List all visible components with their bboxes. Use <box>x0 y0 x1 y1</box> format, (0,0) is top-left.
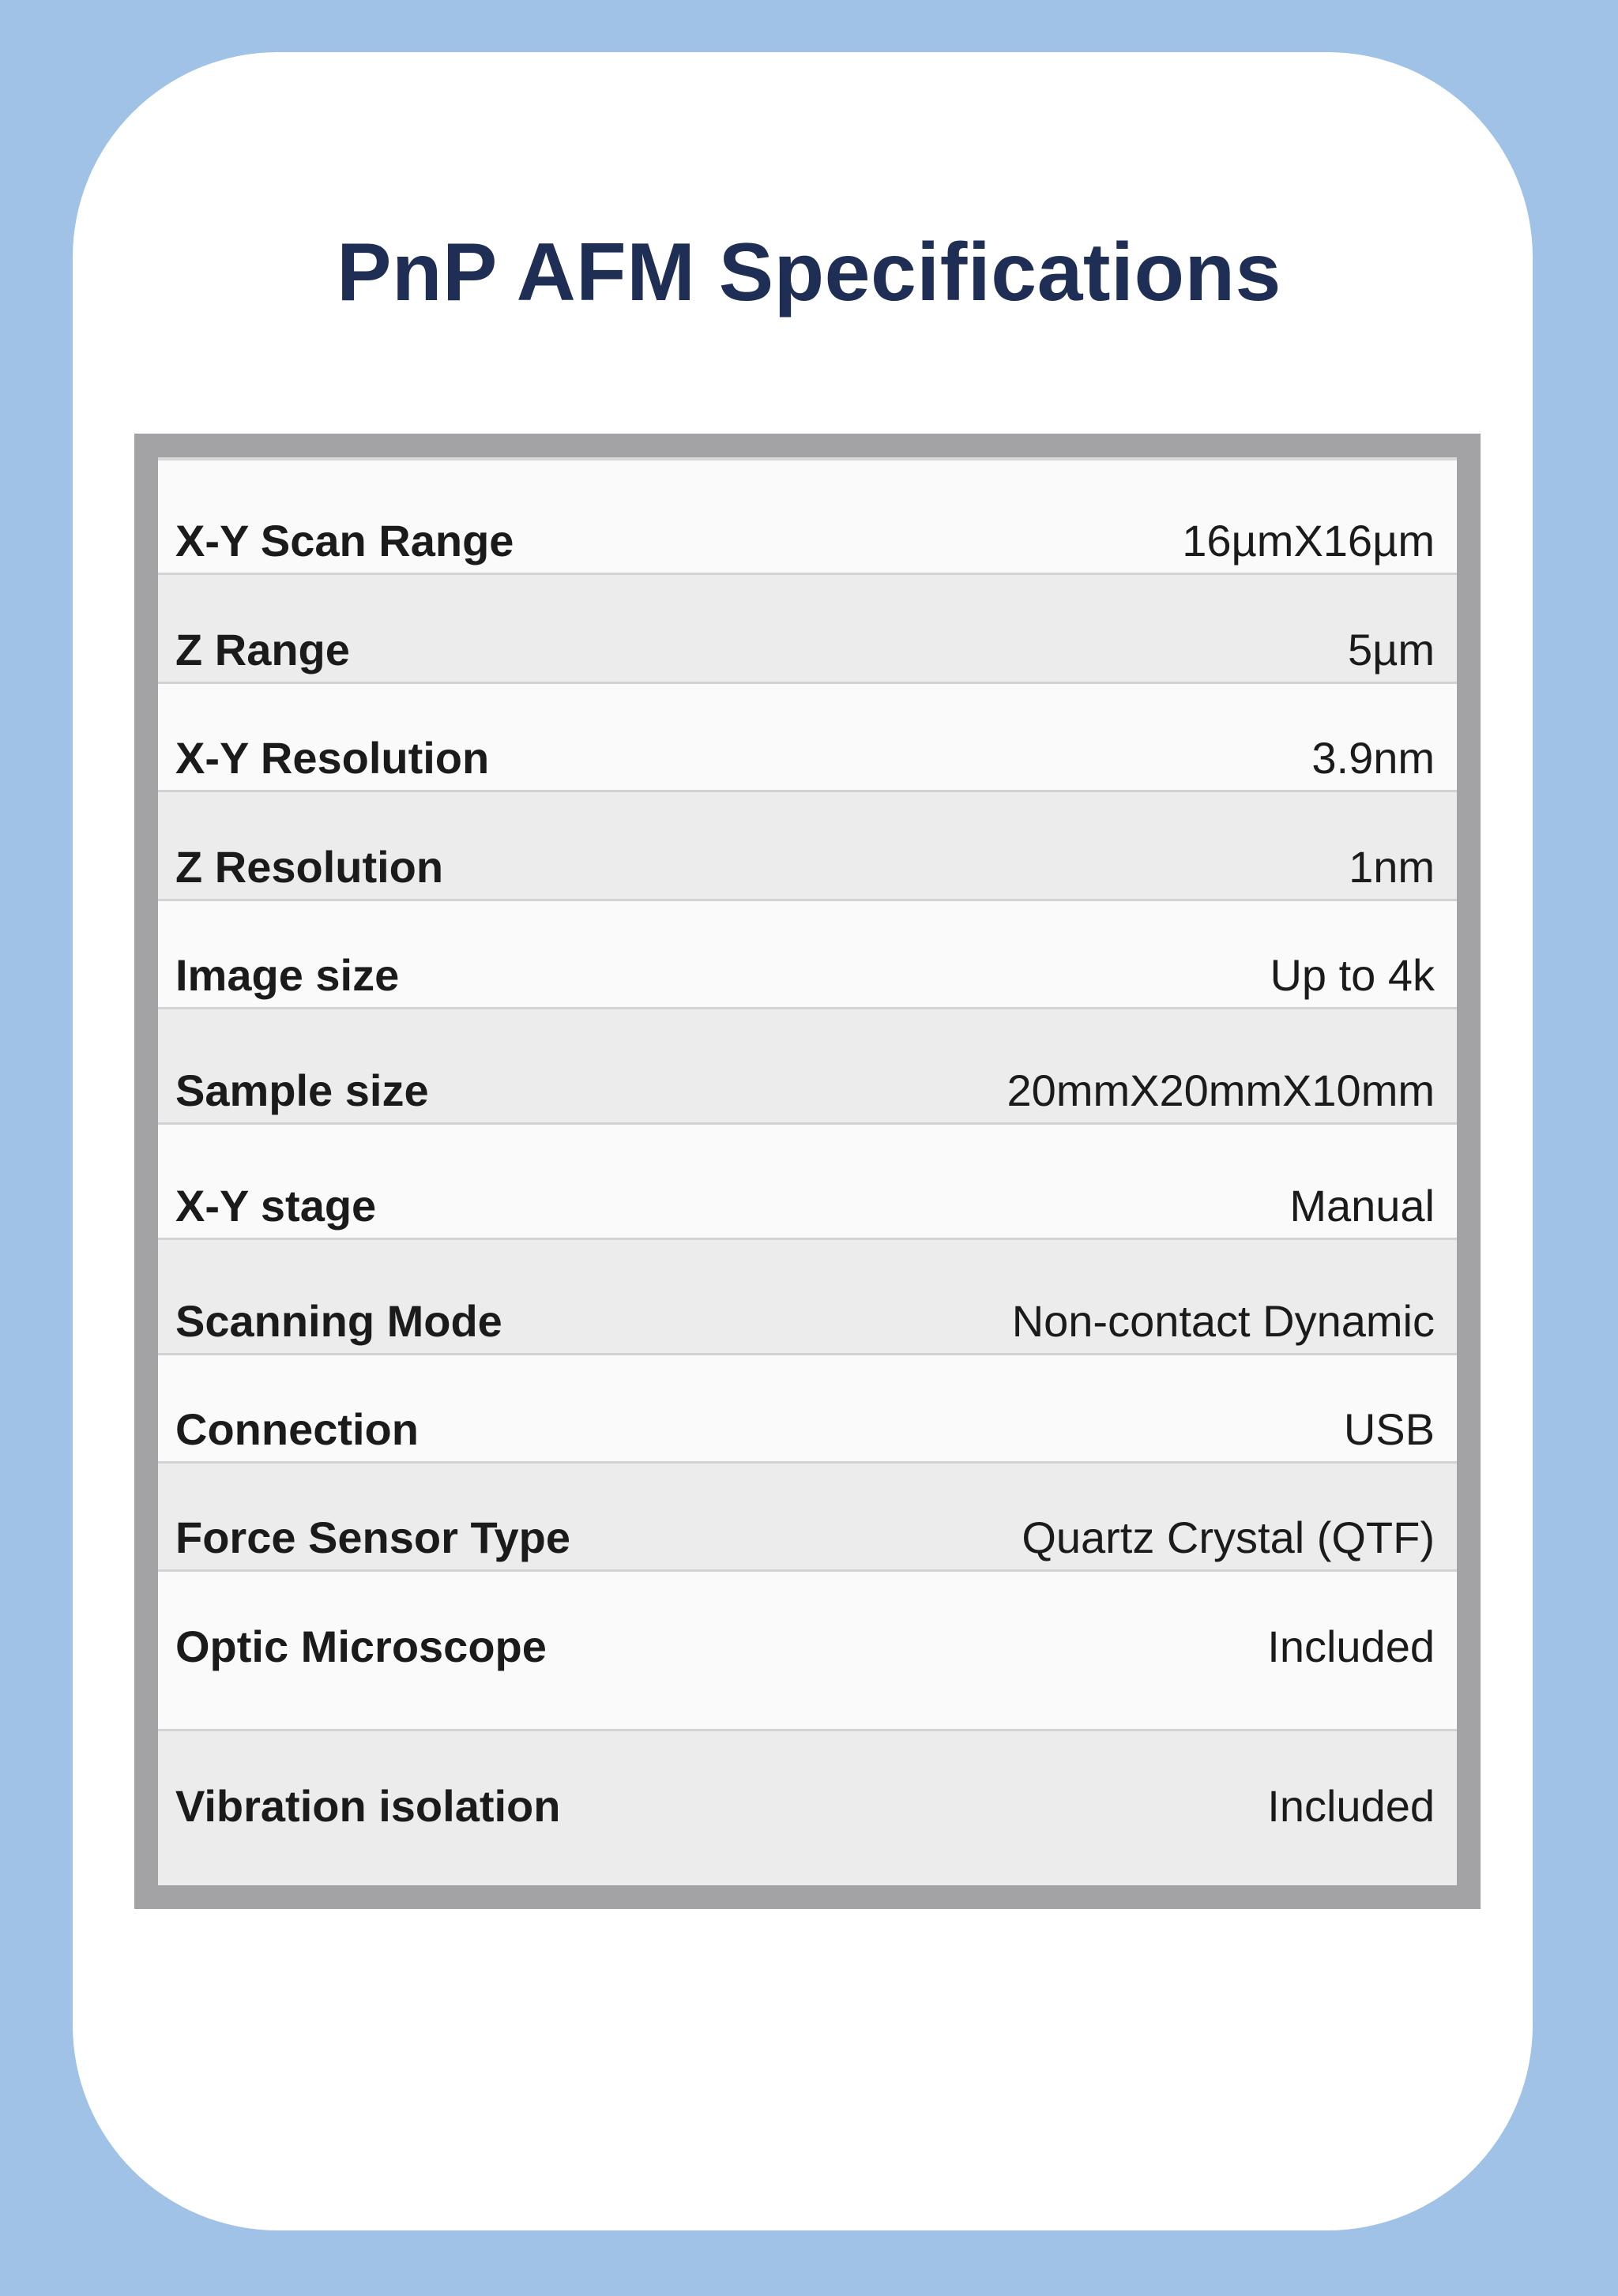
spec-table-frame <box>134 434 1481 1909</box>
spec-row-xy-resolution <box>158 684 1457 792</box>
spec-value: USB <box>1343 1404 1435 1454</box>
spec-label: Connection <box>175 1404 419 1454</box>
spec-row-scanning-mode <box>158 1240 1457 1355</box>
spec-row-xy-stage <box>158 1125 1457 1240</box>
spec-label: Optic Microscope <box>175 1621 547 1671</box>
spec-row-sample-size <box>158 1009 1457 1125</box>
spec-value: 16µmX16µm <box>1182 516 1435 566</box>
spec-label: X-Y Scan Range <box>175 516 514 566</box>
page-title: PnP AFM Specifications <box>337 227 1281 318</box>
spec-label: Force Sensor Type <box>175 1513 571 1562</box>
spec-label: X-Y stage <box>175 1181 377 1231</box>
spec-table <box>158 457 1457 1885</box>
spec-value: Up to 4k <box>1270 950 1435 1000</box>
spec-row-connection <box>158 1355 1457 1464</box>
spec-row-z-range <box>158 575 1457 684</box>
spec-value: Included <box>1267 1621 1435 1671</box>
spec-label: Sample size <box>175 1065 429 1115</box>
spec-value: 5µm <box>1347 625 1435 675</box>
spec-value: 3.9nm <box>1311 733 1435 783</box>
spec-row-image-size <box>158 901 1457 1009</box>
spec-label: Vibration isolation <box>175 1781 561 1831</box>
spec-value: Quartz Crystal (QTF) <box>1022 1513 1435 1562</box>
spec-label: X-Y Resolution <box>175 733 490 783</box>
spec-row-optic-microscope <box>158 1572 1457 1731</box>
spec-value: Manual <box>1289 1181 1435 1231</box>
spec-value: Non-contact Dynamic <box>1011 1296 1435 1346</box>
spec-row-force-sensor-type <box>158 1464 1457 1572</box>
spec-label: Z Range <box>175 625 350 675</box>
spec-label: Z Resolution <box>175 842 444 892</box>
spec-value: 1nm <box>1349 842 1435 892</box>
spec-value: 20mmX20mmX10mm <box>1007 1065 1435 1115</box>
spec-value: Included <box>1267 1781 1435 1831</box>
spec-label: Scanning Mode <box>175 1296 502 1346</box>
spec-row-xy-scan-range <box>158 460 1457 575</box>
spec-label: Image size <box>175 950 400 1000</box>
spec-row-vibration-isolation <box>158 1731 1457 1885</box>
spec-row-z-resolution <box>158 792 1457 901</box>
